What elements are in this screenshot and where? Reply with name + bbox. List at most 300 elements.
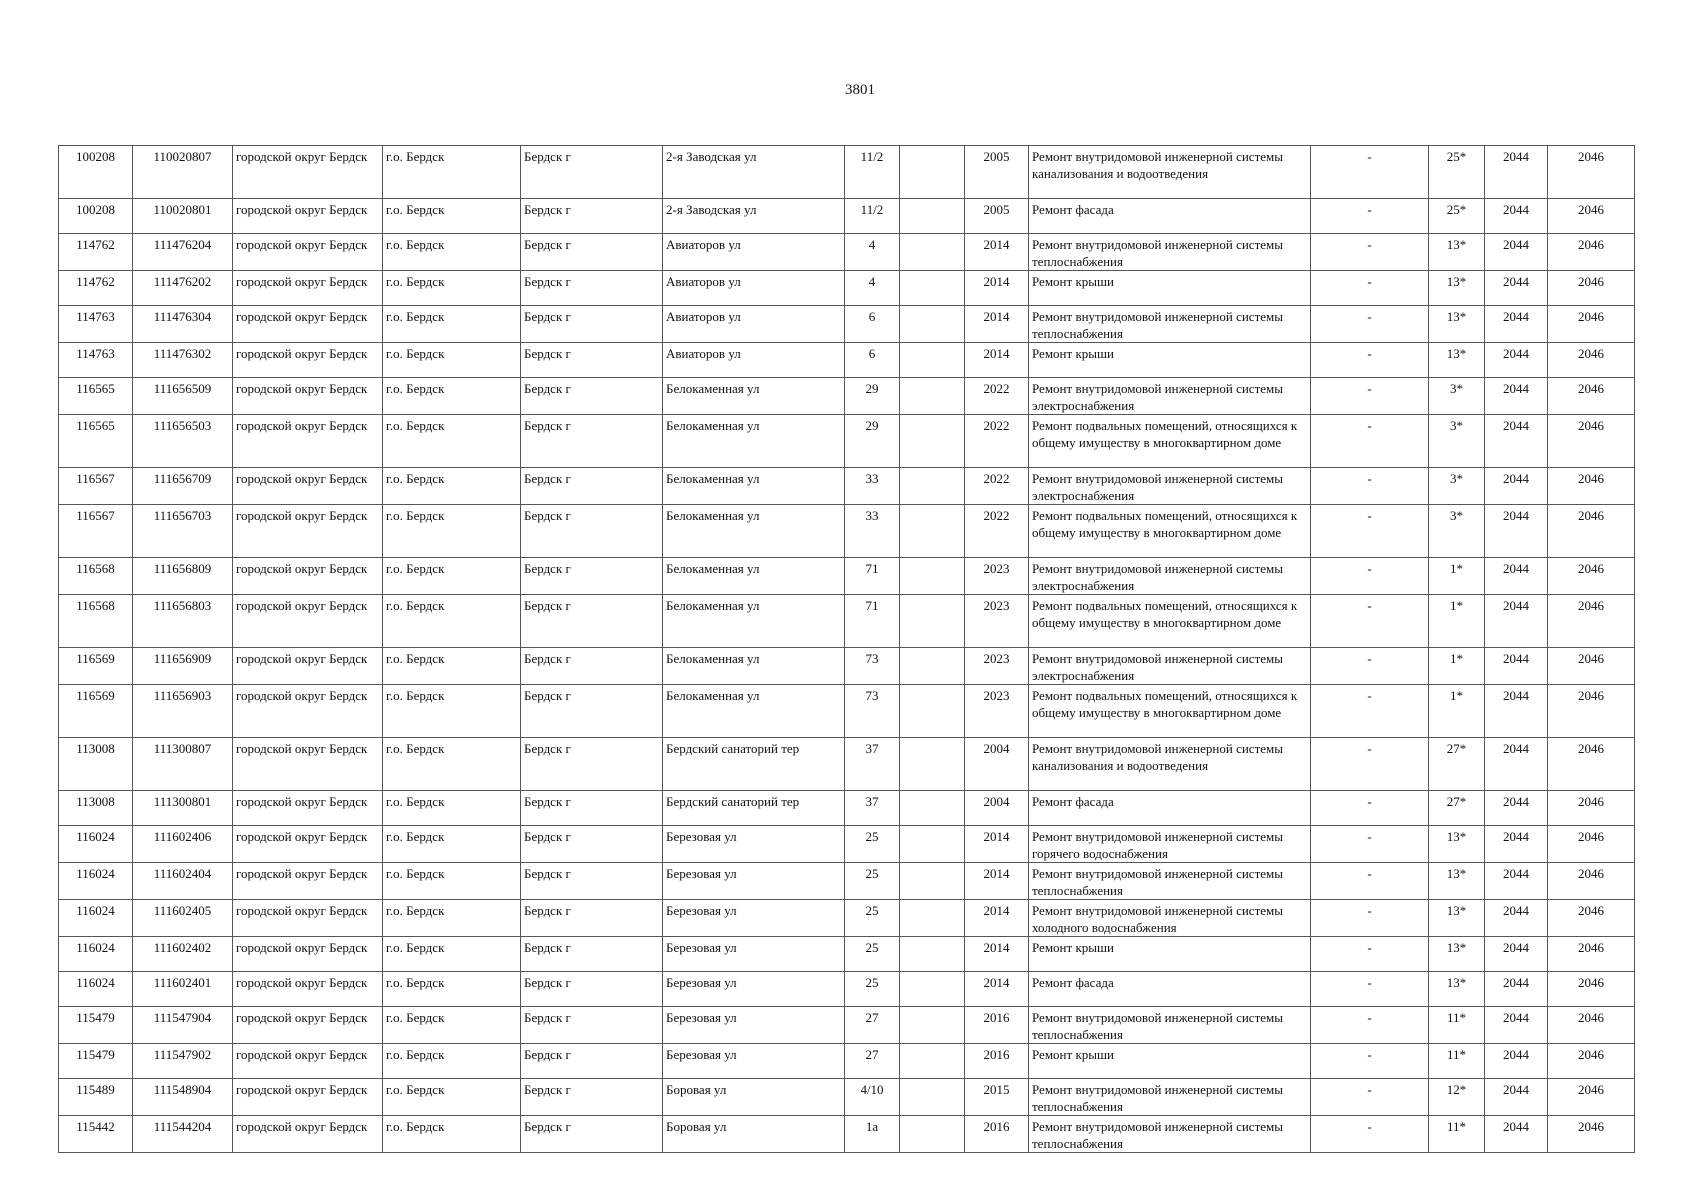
status-cell: 1* [1429, 595, 1485, 648]
building-cell [900, 685, 965, 738]
house-number-cell: 73 [845, 648, 900, 685]
street-cell: Березовая ул [663, 900, 845, 937]
work-type-cell: Ремонт фасада [1029, 791, 1311, 826]
street-cell: Березовая ул [663, 937, 845, 972]
work-id-cell: 111656509 [133, 378, 233, 415]
work-type-cell: Ремонт внутридомовой инженерной системы теплоснабжения [1029, 1116, 1311, 1153]
end-year-cell: 2046 [1548, 937, 1635, 972]
street-cell: 2-я Заводская ул [663, 146, 845, 199]
work-type-cell: Ремонт внутридомовой инженерной системы теплоснабжения [1029, 234, 1311, 271]
house-id-cell: 116567 [59, 505, 133, 558]
street-cell: Белокаменная ул [663, 415, 845, 468]
table-row [59, 558, 1635, 595]
house-number-cell: 4 [845, 271, 900, 306]
house-number-cell: 25 [845, 937, 900, 972]
work-type-cell: Ремонт внутридомовой инженерной системы теплоснабжения [1029, 1079, 1311, 1116]
work-id-cell: 111656703 [133, 505, 233, 558]
start-year-cell: 2044 [1485, 738, 1548, 791]
start-year-cell: 2044 [1485, 826, 1548, 863]
house-number-cell: 25 [845, 863, 900, 900]
year-built-cell: 2022 [965, 468, 1029, 505]
building-cell [900, 234, 965, 271]
building-cell [900, 199, 965, 234]
work-type-cell: Ремонт внутридомовой инженерной системы электроснабжения [1029, 558, 1311, 595]
street-cell: Белокаменная ул [663, 595, 845, 648]
end-year-cell: 2046 [1548, 826, 1635, 863]
building-cell [900, 1044, 965, 1079]
work-id-cell: 111602406 [133, 826, 233, 863]
work-type-cell: Ремонт подвальных помещений, относящихся к общему имуществу в многоквартирном доме [1029, 505, 1311, 558]
house-id-cell: 113008 [59, 738, 133, 791]
district-cell: г.о. Бердск [383, 271, 521, 306]
house-id-cell: 114763 [59, 306, 133, 343]
year-built-cell: 2005 [965, 199, 1029, 234]
house-number-cell: 4 [845, 234, 900, 271]
year-built-cell: 2015 [965, 1079, 1029, 1116]
table-row [59, 505, 1635, 558]
table-row [59, 791, 1635, 826]
year-built-cell: 2014 [965, 343, 1029, 378]
table-row [59, 1007, 1635, 1044]
street-cell: Березовая ул [663, 826, 845, 863]
district-cell: г.о. Бердск [383, 937, 521, 972]
start-year-cell: 2044 [1485, 1007, 1548, 1044]
start-year-cell: 2044 [1485, 234, 1548, 271]
district-cell: г.о. Бердск [383, 505, 521, 558]
year-built-cell: 2004 [965, 791, 1029, 826]
street-cell: Авиаторов ул [663, 343, 845, 378]
table-row [59, 595, 1635, 648]
note-cell: - [1311, 1079, 1429, 1116]
work-id-cell: 111656803 [133, 595, 233, 648]
building-cell [900, 343, 965, 378]
work-id-cell: 111656809 [133, 558, 233, 595]
start-year-cell: 2044 [1485, 900, 1548, 937]
district-cell: г.о. Бердск [383, 863, 521, 900]
house-number-cell: 6 [845, 343, 900, 378]
table-row [59, 343, 1635, 378]
work-type-cell: Ремонт крыши [1029, 1044, 1311, 1079]
start-year-cell: 2044 [1485, 1079, 1548, 1116]
end-year-cell: 2046 [1548, 791, 1635, 826]
building-cell [900, 595, 965, 648]
settlement-cell: Бердск г [521, 1079, 663, 1116]
building-cell [900, 1007, 965, 1044]
settlement-cell: Бердск г [521, 271, 663, 306]
start-year-cell: 2044 [1485, 1116, 1548, 1153]
status-cell: 3* [1429, 415, 1485, 468]
start-year-cell: 2044 [1485, 378, 1548, 415]
district-cell: г.о. Бердск [383, 1044, 521, 1079]
status-cell: 3* [1429, 468, 1485, 505]
municipality-cell: городской округ Бердск [233, 595, 383, 648]
registry-body [59, 146, 1635, 1153]
work-id-cell: 111656503 [133, 415, 233, 468]
house-id-cell: 116565 [59, 415, 133, 468]
note-cell: - [1311, 1116, 1429, 1153]
work-type-cell: Ремонт фасада [1029, 972, 1311, 1007]
end-year-cell: 2046 [1548, 558, 1635, 595]
status-cell: 13* [1429, 234, 1485, 271]
work-type-cell: Ремонт крыши [1029, 937, 1311, 972]
district-cell: г.о. Бердск [383, 791, 521, 826]
municipality-cell: городской округ Бердск [233, 1007, 383, 1044]
year-built-cell: 2005 [965, 146, 1029, 199]
building-cell [900, 415, 965, 468]
house-id-cell: 115489 [59, 1079, 133, 1116]
house-number-cell: 33 [845, 505, 900, 558]
end-year-cell: 2046 [1548, 685, 1635, 738]
district-cell: г.о. Бердск [383, 1116, 521, 1153]
street-cell: Авиаторов ул [663, 306, 845, 343]
street-cell: Березовая ул [663, 972, 845, 1007]
work-id-cell: 111300807 [133, 738, 233, 791]
table-row [59, 648, 1635, 685]
table-row [59, 306, 1635, 343]
settlement-cell: Бердск г [521, 972, 663, 1007]
house-number-cell: 6 [845, 306, 900, 343]
work-type-cell: Ремонт внутридомовой инженерной системы канализования и водоотведения [1029, 146, 1311, 199]
house-id-cell: 116024 [59, 826, 133, 863]
status-cell: 1* [1429, 685, 1485, 738]
work-type-cell: Ремонт внутридомовой инженерной системы электроснабжения [1029, 468, 1311, 505]
settlement-cell: Бердск г [521, 791, 663, 826]
house-id-cell: 114763 [59, 343, 133, 378]
note-cell: - [1311, 271, 1429, 306]
settlement-cell: Бердск г [521, 199, 663, 234]
note-cell: - [1311, 505, 1429, 558]
work-id-cell: 111656909 [133, 648, 233, 685]
work-type-cell: Ремонт внутридомовой инженерной системы теплоснабжения [1029, 306, 1311, 343]
settlement-cell: Бердск г [521, 826, 663, 863]
house-number-cell: 27 [845, 1007, 900, 1044]
start-year-cell: 2044 [1485, 468, 1548, 505]
note-cell: - [1311, 972, 1429, 1007]
settlement-cell: Бердск г [521, 505, 663, 558]
house-number-cell: 1а [845, 1116, 900, 1153]
work-type-cell: Ремонт внутридомовой инженерной системы горячего водоснабжения [1029, 826, 1311, 863]
house-number-cell: 4/10 [845, 1079, 900, 1116]
work-type-cell: Ремонт внутридомовой инженерной системы холодного водоснабжения [1029, 900, 1311, 937]
building-cell [900, 146, 965, 199]
municipality-cell: городской округ Бердск [233, 900, 383, 937]
house-id-cell: 116568 [59, 558, 133, 595]
end-year-cell: 2046 [1548, 1079, 1635, 1116]
work-type-cell: Ремонт подвальных помещений, относящихся к общему имуществу в многоквартирном доме [1029, 415, 1311, 468]
table-row [59, 415, 1635, 468]
work-type-cell: Ремонт внутридомовой инженерной системы канализования и водоотведения [1029, 738, 1311, 791]
registry-table [58, 145, 1635, 1153]
year-built-cell: 2014 [965, 271, 1029, 306]
street-cell: Бердский санаторий тер [663, 738, 845, 791]
status-cell: 3* [1429, 378, 1485, 415]
year-built-cell: 2023 [965, 648, 1029, 685]
municipality-cell: городской округ Бердск [233, 234, 383, 271]
year-built-cell: 2014 [965, 937, 1029, 972]
note-cell: - [1311, 900, 1429, 937]
house-id-cell: 100208 [59, 146, 133, 199]
municipality-cell: городской округ Бердск [233, 791, 383, 826]
work-id-cell: 110020801 [133, 199, 233, 234]
end-year-cell: 2046 [1548, 1116, 1635, 1153]
note-cell: - [1311, 648, 1429, 685]
status-cell: 25* [1429, 146, 1485, 199]
start-year-cell: 2044 [1485, 306, 1548, 343]
settlement-cell: Бердск г [521, 146, 663, 199]
house-id-cell: 100208 [59, 199, 133, 234]
end-year-cell: 2046 [1548, 378, 1635, 415]
house-id-cell: 116569 [59, 685, 133, 738]
municipality-cell: городской округ Бердск [233, 146, 383, 199]
status-cell: 1* [1429, 648, 1485, 685]
building-cell [900, 648, 965, 685]
work-id-cell: 111476202 [133, 271, 233, 306]
house-id-cell: 116024 [59, 972, 133, 1007]
year-built-cell: 2004 [965, 738, 1029, 791]
table-row [59, 826, 1635, 863]
house-id-cell: 115479 [59, 1007, 133, 1044]
end-year-cell: 2046 [1548, 343, 1635, 378]
settlement-cell: Бердск г [521, 595, 663, 648]
work-id-cell: 111547902 [133, 1044, 233, 1079]
settlement-cell: Бердск г [521, 937, 663, 972]
status-cell: 13* [1429, 863, 1485, 900]
district-cell: г.о. Бердск [383, 468, 521, 505]
start-year-cell: 2044 [1485, 199, 1548, 234]
start-year-cell: 2044 [1485, 972, 1548, 1007]
district-cell: г.о. Бердск [383, 595, 521, 648]
note-cell: - [1311, 863, 1429, 900]
end-year-cell: 2046 [1548, 1044, 1635, 1079]
work-id-cell: 111547904 [133, 1007, 233, 1044]
work-type-cell: Ремонт подвальных помещений, относящихся к общему имуществу в многоквартирном доме [1029, 685, 1311, 738]
note-cell: - [1311, 1007, 1429, 1044]
building-cell [900, 826, 965, 863]
street-cell: Березовая ул [663, 1044, 845, 1079]
start-year-cell: 2044 [1485, 558, 1548, 595]
work-type-cell: Ремонт фасада [1029, 199, 1311, 234]
end-year-cell: 2046 [1548, 234, 1635, 271]
note-cell: - [1311, 415, 1429, 468]
work-type-cell: Ремонт внутридомовой инженерной системы электроснабжения [1029, 378, 1311, 415]
start-year-cell: 2044 [1485, 791, 1548, 826]
year-built-cell: 2016 [965, 1007, 1029, 1044]
year-built-cell: 2014 [965, 972, 1029, 1007]
start-year-cell: 2044 [1485, 937, 1548, 972]
status-cell: 12* [1429, 1079, 1485, 1116]
house-number-cell: 11/2 [845, 146, 900, 199]
end-year-cell: 2046 [1548, 1007, 1635, 1044]
house-number-cell: 29 [845, 378, 900, 415]
house-id-cell: 114762 [59, 271, 133, 306]
table-row [59, 900, 1635, 937]
end-year-cell: 2046 [1548, 900, 1635, 937]
work-id-cell: 111656709 [133, 468, 233, 505]
year-built-cell: 2023 [965, 595, 1029, 648]
house-id-cell: 116568 [59, 595, 133, 648]
house-number-cell: 25 [845, 900, 900, 937]
start-year-cell: 2044 [1485, 271, 1548, 306]
status-cell: 27* [1429, 791, 1485, 826]
street-cell: Белокаменная ул [663, 468, 845, 505]
street-cell: Белокаменная ул [663, 505, 845, 558]
district-cell: г.о. Бердск [383, 826, 521, 863]
house-number-cell: 29 [845, 415, 900, 468]
work-id-cell: 111548904 [133, 1079, 233, 1116]
settlement-cell: Бердск г [521, 685, 663, 738]
settlement-cell: Бердск г [521, 378, 663, 415]
end-year-cell: 2046 [1548, 738, 1635, 791]
table-row [59, 1044, 1635, 1079]
status-cell: 13* [1429, 900, 1485, 937]
table-row [59, 863, 1635, 900]
status-cell: 1* [1429, 558, 1485, 595]
district-cell: г.о. Бердск [383, 415, 521, 468]
street-cell: Авиаторов ул [663, 271, 845, 306]
note-cell: - [1311, 937, 1429, 972]
work-type-cell: Ремонт подвальных помещений, относящихся к общему имуществу в многоквартирном доме [1029, 595, 1311, 648]
end-year-cell: 2046 [1548, 595, 1635, 648]
year-built-cell: 2022 [965, 415, 1029, 468]
building-cell [900, 937, 965, 972]
house-number-cell: 73 [845, 685, 900, 738]
status-cell: 13* [1429, 343, 1485, 378]
settlement-cell: Бердск г [521, 648, 663, 685]
street-cell: Боровая ул [663, 1079, 845, 1116]
municipality-cell: городской округ Бердск [233, 1116, 383, 1153]
street-cell: Бердский санаторий тер [663, 791, 845, 826]
table-row [59, 972, 1635, 1007]
work-id-cell: 111476204 [133, 234, 233, 271]
municipality-cell: городской округ Бердск [233, 343, 383, 378]
work-id-cell: 111602401 [133, 972, 233, 1007]
municipality-cell: городской округ Бердск [233, 306, 383, 343]
municipality-cell: городской округ Бердск [233, 648, 383, 685]
table-row [59, 199, 1635, 234]
municipality-cell: городской округ Бердск [233, 558, 383, 595]
status-cell: 13* [1429, 271, 1485, 306]
house-id-cell: 116569 [59, 648, 133, 685]
building-cell [900, 863, 965, 900]
house-id-cell: 115442 [59, 1116, 133, 1153]
municipality-cell: городской округ Бердск [233, 199, 383, 234]
building-cell [900, 972, 965, 1007]
house-id-cell: 116567 [59, 468, 133, 505]
building-cell [900, 1079, 965, 1116]
municipality-cell: городской округ Бердск [233, 937, 383, 972]
start-year-cell: 2044 [1485, 685, 1548, 738]
building-cell [900, 468, 965, 505]
house-id-cell: 116024 [59, 937, 133, 972]
house-id-cell: 116565 [59, 378, 133, 415]
municipality-cell: городской округ Бердск [233, 468, 383, 505]
year-built-cell: 2016 [965, 1116, 1029, 1153]
end-year-cell: 2046 [1548, 146, 1635, 199]
district-cell: г.о. Бердск [383, 738, 521, 791]
status-cell: 11* [1429, 1007, 1485, 1044]
municipality-cell: городской округ Бердск [233, 1079, 383, 1116]
year-built-cell: 2023 [965, 558, 1029, 595]
year-built-cell: 2022 [965, 378, 1029, 415]
note-cell: - [1311, 791, 1429, 826]
note-cell: - [1311, 343, 1429, 378]
work-id-cell: 110020807 [133, 146, 233, 199]
work-id-cell: 111602405 [133, 900, 233, 937]
work-type-cell: Ремонт внутридомовой инженерной системы теплоснабжения [1029, 1007, 1311, 1044]
building-cell [900, 378, 965, 415]
street-cell: Авиаторов ул [663, 234, 845, 271]
municipality-cell: городской округ Бердск [233, 863, 383, 900]
street-cell: Березовая ул [663, 863, 845, 900]
settlement-cell: Бердск г [521, 558, 663, 595]
work-id-cell: 111602404 [133, 863, 233, 900]
street-cell: 2-я Заводская ул [663, 199, 845, 234]
start-year-cell: 2044 [1485, 146, 1548, 199]
note-cell: - [1311, 378, 1429, 415]
settlement-cell: Бердск г [521, 343, 663, 378]
work-id-cell: 111544204 [133, 1116, 233, 1153]
building-cell [900, 558, 965, 595]
building-cell [900, 1116, 965, 1153]
house-number-cell: 25 [845, 826, 900, 863]
settlement-cell: Бердск г [521, 306, 663, 343]
street-cell: Боровая ул [663, 1116, 845, 1153]
house-id-cell: 116024 [59, 863, 133, 900]
note-cell: - [1311, 826, 1429, 863]
house-number-cell: 27 [845, 1044, 900, 1079]
status-cell: 13* [1429, 826, 1485, 863]
end-year-cell: 2046 [1548, 505, 1635, 558]
start-year-cell: 2044 [1485, 863, 1548, 900]
house-number-cell: 25 [845, 972, 900, 1007]
district-cell: г.о. Бердск [383, 1007, 521, 1044]
settlement-cell: Бердск г [521, 468, 663, 505]
district-cell: г.о. Бердск [383, 234, 521, 271]
end-year-cell: 2046 [1548, 415, 1635, 468]
municipality-cell: городской округ Бердск [233, 826, 383, 863]
building-cell [900, 271, 965, 306]
status-cell: 25* [1429, 199, 1485, 234]
table-row [59, 937, 1635, 972]
year-built-cell: 2014 [965, 900, 1029, 937]
status-cell: 3* [1429, 505, 1485, 558]
house-number-cell: 37 [845, 791, 900, 826]
house-number-cell: 71 [845, 595, 900, 648]
end-year-cell: 2046 [1548, 306, 1635, 343]
settlement-cell: Бердск г [521, 234, 663, 271]
start-year-cell: 2044 [1485, 1044, 1548, 1079]
status-cell: 27* [1429, 738, 1485, 791]
settlement-cell: Бердск г [521, 900, 663, 937]
note-cell: - [1311, 685, 1429, 738]
district-cell: г.о. Бердск [383, 900, 521, 937]
table-row [59, 378, 1635, 415]
year-built-cell: 2014 [965, 306, 1029, 343]
district-cell: г.о. Бердск [383, 199, 521, 234]
status-cell: 11* [1429, 1044, 1485, 1079]
house-id-cell: 115479 [59, 1044, 133, 1079]
table-row [59, 738, 1635, 791]
note-cell: - [1311, 199, 1429, 234]
work-id-cell: 111656903 [133, 685, 233, 738]
district-cell: г.о. Бердск [383, 972, 521, 1007]
table-row [59, 234, 1635, 271]
settlement-cell: Бердск г [521, 415, 663, 468]
house-id-cell: 114762 [59, 234, 133, 271]
year-built-cell: 2022 [965, 505, 1029, 558]
year-built-cell: 2023 [965, 685, 1029, 738]
end-year-cell: 2046 [1548, 972, 1635, 1007]
